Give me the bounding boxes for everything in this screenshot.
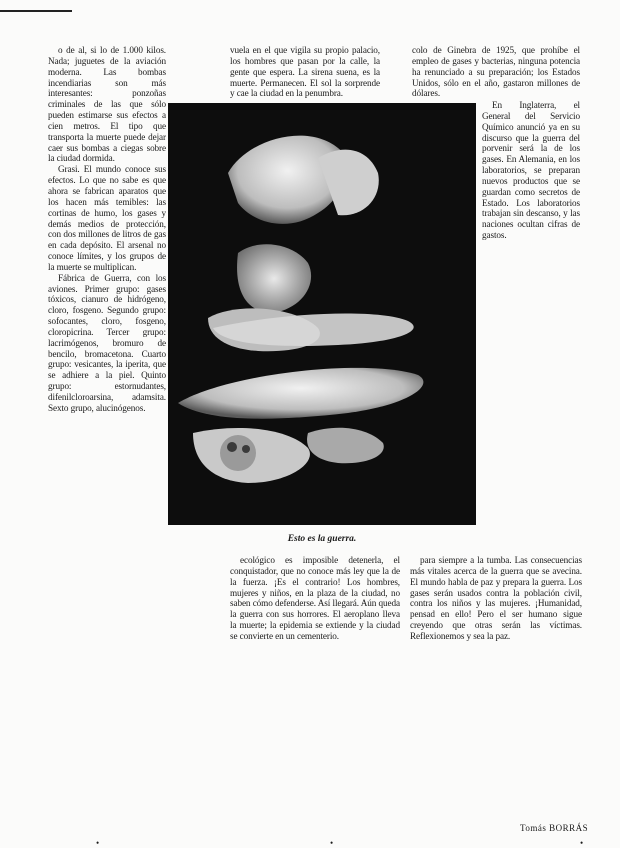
page-marker: • (580, 838, 584, 848)
article-column-middle-bottom (230, 555, 400, 835)
paragraph: ecológico es imposible detenerla, el conquistador, que no conoce más ley que la de la fuerza. ¡Es el contrario! Los hombres, mujeres y niños, en la plaza de la ciudad, no saben cómo defenderse. Así llegará. Aún queda la guerra con sus horrores. El aeroplano lleva la muerte; la epidemia se extiende y la ciudad se convierte en un cementerio. (230, 555, 400, 641)
paragraph: Grasi. El mundo conoce sus efectos. Lo que no sabe es que ahora se fabrican aparatos que los hacen más temibles: las cortinas de humo, los gases y demás medios de protección, con dos millones de litros de gas en cada depósito. El arsenal no conoce límites, y los grupos de la muerte se multiplican. (48, 164, 166, 272)
page-marker: • (330, 838, 334, 848)
photograph-illustration (168, 103, 476, 525)
article-column-right (482, 100, 580, 530)
article-column-left (48, 45, 166, 835)
article-column-right-bottom (410, 555, 582, 835)
article-column-right-top (412, 45, 580, 100)
author-signature: Tomás BORRÁS (520, 823, 589, 833)
paragraph: vuela en el que vigila su propio palacio, los hombres que pasan por la calle, la gente que espera. La sirena suena, es la muerte. Permanecen. El sol la sorprende y cae la ciudad en la penumbra. (230, 45, 380, 99)
article-column-middle-top (230, 45, 380, 100)
page-marker: • (96, 838, 100, 848)
paragraph: En Inglaterra, el General del Servicio Químico anunció ya en su discurso que la guerra del porvenir será la de los gases. En Alemania, en los laboratorios, se preparan nuevos productos que se guardan como secretos de Estado. Los laboratorios trabajan sin descanso, y las naciones ocultan cifras de gastos. (482, 100, 580, 241)
photo-caption: Esto es la guerra. (287, 534, 357, 544)
paragraph: Fábrica de Guerra, con los aviones. Primer grupo: gases tóxicos, cianuro de hidrógeno, cloro, fosgeno. Segundo grupo: sofocantes, cloro, fosgeno, cloropicrina. Tercer grupo: lacrimógenos, bromuro de bencilo, bromacetona. Cuarto grupo: vesicantes, la iperita, que se adhiere a la piel. Quinto grupo: estornudantes, difenilcloroarsina, adamsita. Sexto grupo, alucinógenos. (48, 272, 166, 413)
paragraph: para siempre a la tumba. Las consecuencias más vitales acerca de la guerra que se avecina. El mundo habla de paz y prepara la guerra. Los gases serán usados contra la población civil, contra los niños y las mujeres. ¡Humanidad, pensad en ello! Pero el ser humano sigue creyendo que otras serán las víctimas. Reflexionemos y sea la paz. (410, 555, 582, 641)
paragraph: o de al, si lo de 1.000 kilos. Nada; juguetes de la aviación moderna. Las bombas incendiarias son más interesantes: ponzoñas criminales de las que sólo pueden estimarse sus efectos a cien metros. El tipo que transporta la muerte puede dejar caer sus bombas a ciegas sobre la ciudad dormida. (48, 45, 166, 164)
war-photograph (168, 103, 476, 525)
top-rule (0, 10, 72, 12)
paragraph: colo de Ginebra de 1925, que prohíbe el empleo de gases y bacterias, ninguna potencia ha renunciado a su preparación; los Estados Unidos, sólo en el año, gastaron millones de dólares. (412, 45, 580, 99)
